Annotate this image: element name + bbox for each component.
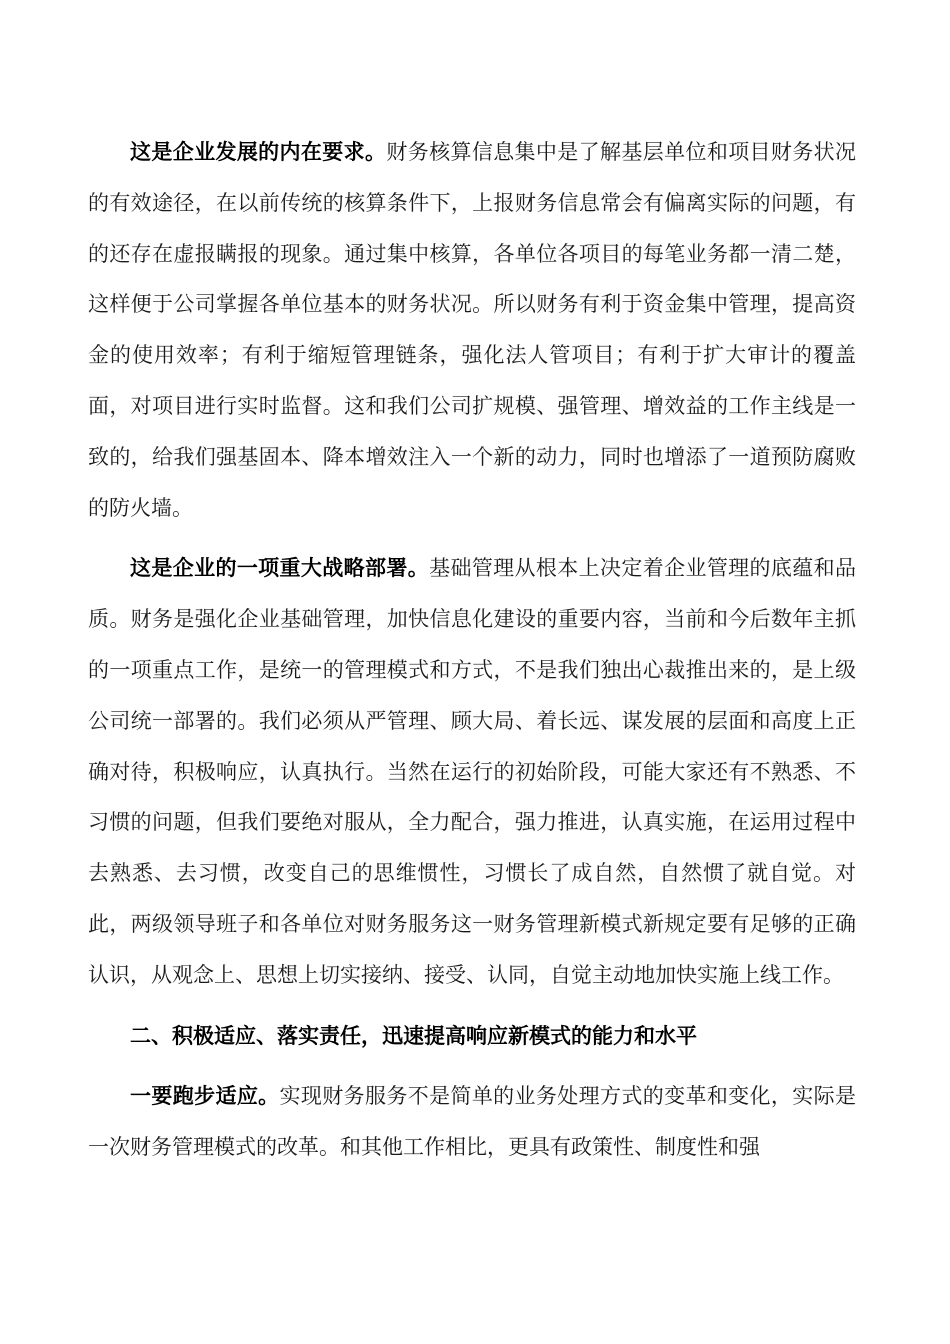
paragraph-text: 实现财务服务不是简单的业务处理方式的变革和变化，实际是一次财务管理模式的改革。和其他工作相比，更具有政策性、制度性和强 [88, 1084, 856, 1160]
section-heading: 二、积极适应、落实责任，迅速提高响应新模式的能力和水平 [130, 1022, 697, 1048]
paragraph-internal-requirement [88, 127, 856, 533]
paragraph-adapt-quickly [88, 1071, 856, 1173]
paragraph-text: 基础管理从根本上决定着企业管理的底蕴和品质。财务是强化企业基础管理，加快信息化建设的重要内容，当前和今后数年主抓的一项重点工作，是统一的管理模式和方式，不是我们独出心裁推出来的，是上级公司统一部署的。我们必须从严管理、顾大局、着长远、谋发展的层面和高度上正确对待，积极响应，认真执行。当然在运行的初始阶段，可能大家还有不熟悉、不习惯的问题，但我们要绝对服从，全力配合，强力推进，认真实施，在运用过程中去熟悉、去习惯，改变自己的思维惯性，习惯长了成自然，自然惯了就自觉。对此，两级领导班子和各单位对财务服务这一财务管理新模式新规定要有足够的正确认识，从观念上、思想上切实接纳、接受、认同，自觉主动地加快实施上线工作。 [88, 556, 857, 987]
paragraph-text: 财务核算信息集中是了解基层单位和项目财务状况的有效途径，在以前传统的核算条件下，上报财务信息常会有偏离实际的问题，有的还存在虚报瞒报的现象。通过集中核算，各单位各项目的每笔业务都一清二楚，这样便于公司掌握各单位基本的财务状况。所以财务有利于资金集中管理，提高资金的使用效率；有利于缩短管理链条，强化法人管项目；有利于扩大审计的覆盖面，对项目进行实时监督。这和我们公司扩规模、强管理、增效益的工作主线是一致的，给我们强基固本、降本增效注入一个新的动力，同时也增添了一道预防腐败的防火墙。 [88, 140, 857, 520]
paragraph-lead: 这是企业的一项重大战略部署。 [130, 555, 430, 581]
paragraph-strategic-deployment [88, 543, 856, 1000]
document-body [88, 127, 856, 1183]
paragraph-lead: 这是企业发展的内在要求。 [130, 139, 387, 164]
paragraph-lead: 一要跑步适应。 [130, 1083, 280, 1109]
